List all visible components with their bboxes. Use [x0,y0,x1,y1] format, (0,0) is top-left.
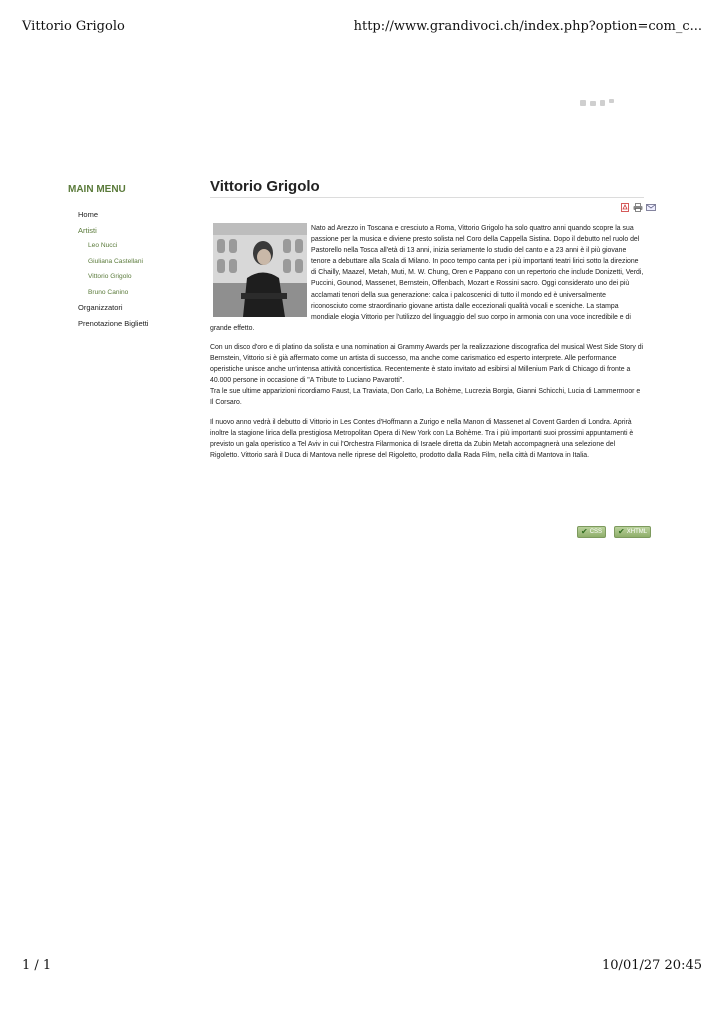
print-footer-page-number: 1 / 1 [22,958,52,973]
print-icon[interactable] [633,203,643,212]
sidebar-item-giuliana-castellani[interactable]: Giuliana Castellani [88,257,143,265]
validator-buttons [577,526,651,538]
checkmark-icon: ✔ [618,527,625,536]
sidebar-item-artisti[interactable]: Artisti [78,225,97,235]
sidebar-item-vittorio-grigolo[interactable]: Vittorio Grigolo [88,273,132,280]
sidebar-item-prenotazione-biglietti[interactable]: Prenotazione Biglietti [78,318,149,328]
main-menu-title: MAIN MENU [68,184,126,195]
article-tools [620,203,656,212]
artist-photo [213,223,307,317]
checkmark-icon: ✔ [581,527,588,536]
article-paragraph-2-appearances: Tra le sue ultime apparizioni ricordiamo Faust, La Traviata, Don Carlo, La Bohème, Lucrezia Borgia, Gianni Schicchi, Lucia di Lammermoor e Il Corsaro. [210,388,641,407]
article-paragraph-2 [210,342,644,409]
article-body [210,223,644,469]
print-header-title: Vittorio Grigolo [22,19,125,34]
email-icon[interactable] [646,203,656,212]
sidebar [68,184,188,331]
pdf-icon[interactable] [620,203,630,212]
page-title: Vittorio Grigolo [210,178,644,198]
sidebar-item-leo-nucci[interactable]: Leo Nucci [88,242,118,249]
main-content [210,178,644,459]
article-paragraph-3: Il nuovo anno vedrà il debutto di Vittorio in Les Contes d'Hoffmann a Zurigo e nella Manon di Massenet al Covent Garden di Londra. Aprirà inoltre la stagione lirica della prestigiosa Metropolitan Opera di New York con La Bohème. Tra i più importanti suoi prossimi appuntamenti è previsto un gala operistico a Tel Aviv in cui l'Orchestra Filarmonica di Israele diretta da Zubin Metah accompagnerà una selezione del Rigoletto. Vittorio sarà il Duca di Mantova nelle riprese del Rigoletto, prodotto dalla Rada Film, nella città di Mantova in Italia. [210,418,634,459]
article-paragraph-1: Nato ad Arezzo in Toscana e cresciuto a Roma, Vittorio Grigolo ha solo quattro anni quando scopre la sua passione per la musica e diviene presto solista nel Coro della Cappella Sistina. Dopo il debutto nel ruolo del Pastorello nella Tosca all'età di 13 anni, inizia seriamente lo studio del canto e a 23 anni è il più giovane tenore a debuttare alla Scala di Milano. In poco tempo canta per i più importanti teatri lirici sotto la direzione di Chailly, Maazel, Metah, Muti, M. W. Chung, Oren e Pappano con un repertorio che include Donizetti, Verdi, Puccini, Gounod, Massenet, Bernstein, Offenbach, Mozart e Rossini sacro. Oggi considerato uno dei più acclamati tenori della sua generazione: calca i palcoscenici di tutto il mondo ed è universalmente riconosciuto come straordinario giovane artista dalle eccezionali qualità vocali e sceniche. La stampa mondiale elogia Vittorio per l'utilizzo del linguaggio del suo corpo in armonia con una voce incredibile e di grande effetto. [210,225,644,332]
sidebar-item-home[interactable]: Home [78,210,99,219]
css-valid-button[interactable] [577,526,606,538]
print-footer-datetime: 10/01/27 20:45 [602,958,702,973]
sidebar-item-organizzatori[interactable]: Organizzatori [78,303,123,312]
css-button-label: CSS [589,529,603,535]
xhtml-valid-button[interactable] [614,526,651,538]
xhtml-button-label: XHTML [626,529,648,535]
banner-logo-icon [578,98,618,108]
article-paragraph-2-text: Con un disco d'oro e di platino da solista e una nomination ai Grammy Awards per la realizzazione discografica del musical West Side Story di Bernstein, Vittorio si è già affermato come un artista di successo, ma anche come carismatico ed esperto interprete. Alle performance operistiche unisce anche un'intensa attività concertistica. Recentemente è stato invitato ad esibirsi al Millenium Park di Chicago di fronte a 40.000 persone in occasione di "A Tribute to Luciano Pavarotti". [210,343,644,385]
print-header-url: http://www.grandivoci.ch/index.php?option=com_c... [353,19,702,34]
sidebar-item-bruno-canino[interactable]: Bruno Canino [88,288,129,296]
